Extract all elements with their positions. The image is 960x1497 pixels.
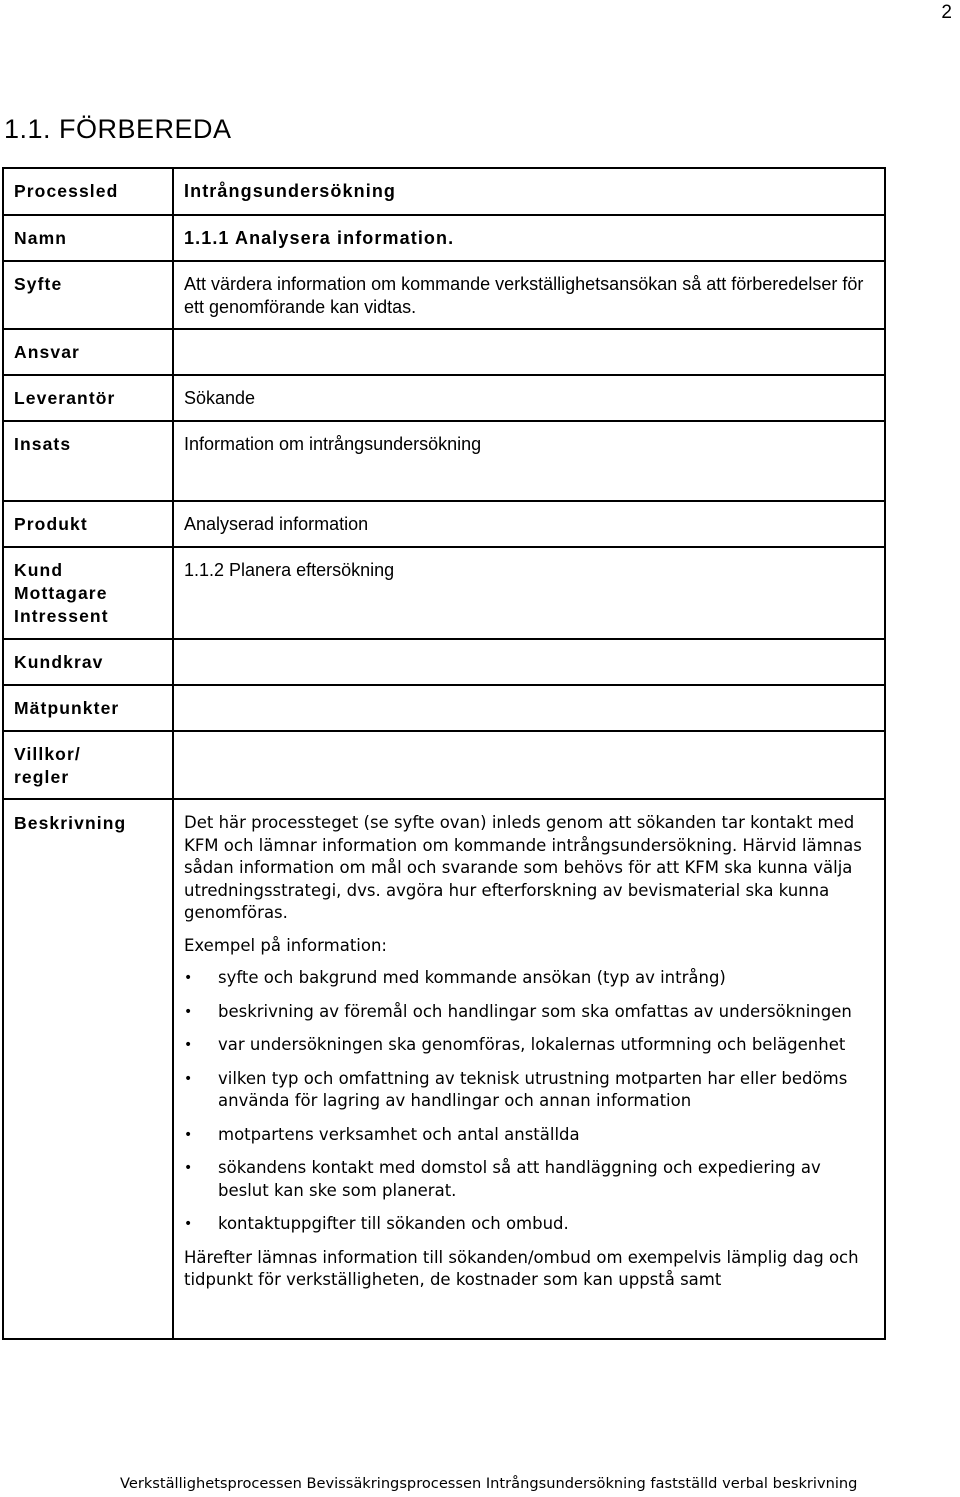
label-syfte: Syfte: [3, 261, 173, 329]
page-footer: Verkställighetsprocessen Bevissäkringsprocessen Intrångsundersökning fastställd verbal beskrivning: [120, 1475, 858, 1492]
description-intro: Det här processteget (se syfte ovan) inleds genom att sökanden tar kontakt med KFM och lämnar information om kommande intrångsundersökning. Härvid lämnas sådan information om mål och svarande som behövs för att KFM ska kunna välja utredningsstrategi, dvs. avgöra hur efterforskning av bevismaterial ska kunna genomföras.: [184, 813, 862, 922]
list-item: [184, 1001, 874, 1024]
list-item-text: vilken typ och omfattning av teknisk utrustning motparten har eller bedöms använda för lagring av handlingar och annan information: [218, 1068, 848, 1110]
list-item: [184, 1213, 874, 1236]
value-ansvar: [173, 329, 885, 375]
bullet-icon: •: [184, 1216, 193, 1232]
list-item: [184, 1157, 874, 1202]
label-namn: Namn: [3, 215, 173, 261]
row-matpunkter: [3, 685, 885, 731]
value-insats: Information om intrångsundersökning: [173, 421, 885, 501]
value-syfte: Att värdera information om kommande verkställighetsansökan så att förberedelser för ett genomförande kan vidtas.: [173, 261, 885, 329]
value-villkor: [173, 731, 885, 799]
process-table: [2, 167, 886, 1340]
bullet-icon: •: [184, 1003, 193, 1020]
label-villkor: Villkor/ regler: [3, 731, 173, 799]
value-kundkrav: [173, 639, 885, 685]
value-kund: 1.1.2 Planera eftersökning: [173, 547, 885, 639]
value-processled: Intrångsundersökning: [173, 168, 885, 215]
value-leverantor: Sökande: [173, 375, 885, 421]
section-title: 1.1. FÖRBEREDA: [4, 114, 232, 144]
row-syfte: [3, 261, 885, 329]
bullet-icon: •: [184, 1160, 193, 1176]
row-processled: [3, 168, 885, 215]
description-closing: Härefter lämnas information till sökanden/ombud om exempelvis lämplig dag och tidpunkt för verkställigheten, de kostnader som kan uppstå samt: [184, 1247, 859, 1289]
label-kundkrav: Kundkrav: [3, 639, 173, 685]
list-item: [184, 1068, 874, 1113]
label-beskrivning: Beskrivning: [3, 799, 173, 1339]
bullet-icon: •: [184, 1037, 193, 1053]
list-item-text: kontaktuppgifter till sökanden och ombud.: [218, 1214, 569, 1233]
list-item: [184, 967, 874, 990]
label-produkt: Produkt: [3, 501, 173, 547]
list-item-text: beskrivning av föremål och handlingar som ska omfattas av undersökningen: [218, 1001, 852, 1021]
bullet-icon: •: [184, 1070, 193, 1087]
row-villkor: [3, 731, 885, 799]
row-leverantor: [3, 375, 885, 421]
label-kund: Kund Mottagare Intressent: [3, 547, 173, 639]
row-ansvar: [3, 329, 885, 375]
bullet-icon: •: [184, 970, 193, 986]
label-ansvar: Ansvar: [3, 329, 173, 375]
value-namn: 1.1.1 Analysera information.: [173, 215, 885, 261]
row-produkt: [3, 501, 885, 547]
list-item-text: motpartens verksamhet och antal anställda: [218, 1124, 580, 1144]
bullet-icon: •: [184, 1126, 193, 1143]
value-beskrivning: [173, 799, 885, 1339]
value-matpunkter: [173, 685, 885, 731]
row-kund: [3, 547, 885, 639]
row-namn: [3, 215, 885, 261]
list-item-text: syfte och bakgrund med kommande ansökan (typ av intrång): [218, 968, 726, 987]
row-beskrivning: [3, 799, 885, 1339]
label-insats: Insats: [3, 421, 173, 501]
row-insats: [3, 421, 885, 501]
example-list: [184, 967, 874, 1236]
list-item-text: sökandens kontakt med domstol så att handläggning och expediering av beslut kan ske som planerat.: [218, 1158, 821, 1200]
value-produkt: Analyserad information: [173, 501, 885, 547]
page-number: 2: [941, 2, 952, 23]
list-item: [184, 1124, 874, 1147]
list-item: [184, 1034, 874, 1057]
label-processled: Processled: [3, 168, 173, 215]
example-heading: Exempel på information:: [184, 935, 387, 955]
label-matpunkter: Mätpunkter: [3, 685, 173, 731]
list-item-text: var undersökningen ska genomföras, lokalernas utformning och belägenhet: [218, 1035, 846, 1054]
row-kundkrav: [3, 639, 885, 685]
label-leverantor: Leverantör: [3, 375, 173, 421]
